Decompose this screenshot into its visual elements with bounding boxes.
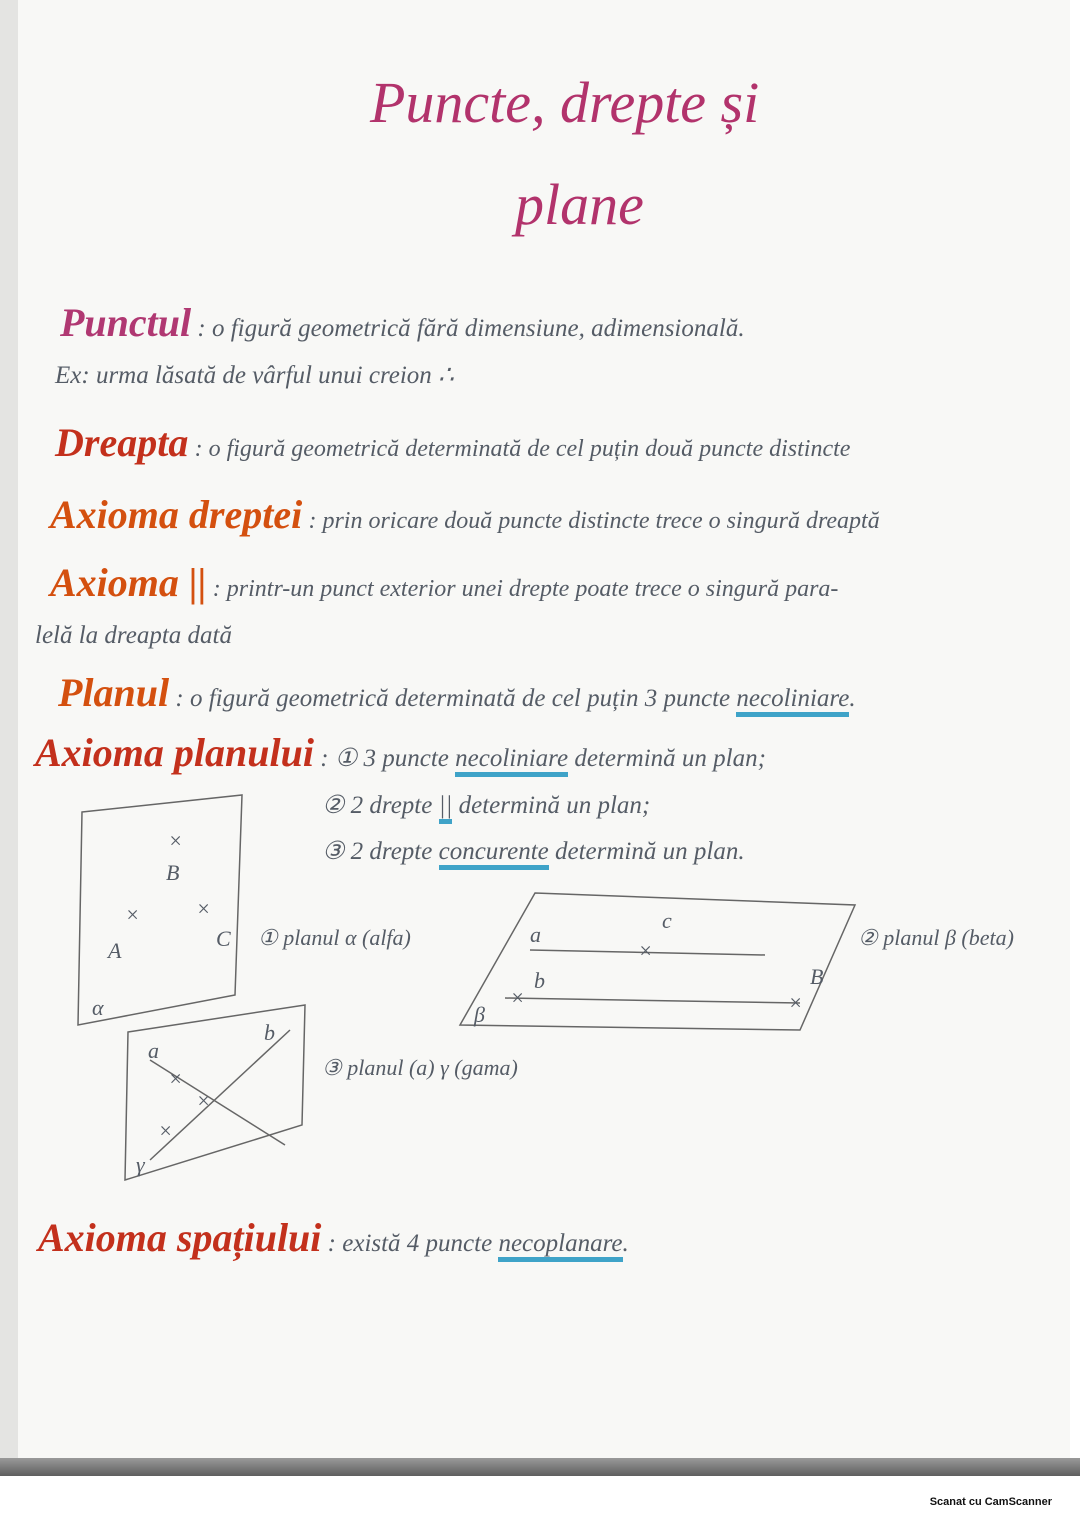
axioma-spatiului: [38, 1215, 629, 1261]
planul-end: .: [849, 685, 856, 712]
point-C-mark: ×: [196, 896, 211, 921]
title-line-2: plane: [515, 172, 644, 237]
beta-label: β: [474, 1002, 485, 1027]
plane-alpha-diagram: [78, 795, 242, 1025]
plane-beta-diagram: [460, 893, 855, 1030]
axioma-spatiului-term: Axioma spațiului: [38, 1215, 322, 1260]
caption-alpha: ① planul α (alfa): [258, 925, 411, 950]
item3-highlight: concurente: [439, 838, 549, 870]
punctul-def: : o figură geometrică fără dimensiune, adimensională.: [197, 315, 745, 342]
item3-post: determină un plan.: [555, 838, 745, 865]
line-b-label: b: [534, 968, 545, 993]
planul-highlight: necoliniare: [736, 685, 849, 717]
caption-gamma: ③ planul (a) γ (gama): [322, 1055, 518, 1080]
point-A-mark: ×: [125, 902, 140, 927]
point-C-label: C: [216, 926, 231, 951]
axioma-dreptei-def: : prin oricare două puncte distincte trece o singură dreaptă: [308, 508, 880, 534]
plane-gamma-diagram: [125, 1005, 305, 1180]
gamma-b-label: b: [264, 1020, 275, 1045]
axioma-spatiului-highlight: necoplanare: [498, 1230, 622, 1262]
axioma-dreptei-term: Axioma dreptei: [50, 492, 303, 537]
point-b-mark: ×: [510, 985, 525, 1010]
point-B2-mark: ×: [788, 990, 803, 1015]
point-B2-label: B: [810, 964, 824, 989]
planul-def: : o figură geometrică determinată de cel puțin 3 puncte: [175, 685, 731, 712]
gamma-label: γ: [136, 1152, 145, 1177]
item3-pre: ③ 2 drepte: [322, 838, 433, 865]
item2-pre: ② 2 drepte: [322, 792, 433, 819]
dreapta-def: : o figură geometrică determinată de cel puțin două puncte distincte: [194, 436, 851, 462]
point-B-label: B: [166, 860, 180, 885]
planul-term: Planul: [58, 670, 170, 715]
item2-highlight: ||: [439, 792, 453, 824]
line-b: [505, 998, 800, 1003]
point-c-mark: ×: [638, 938, 653, 963]
item1-pre: : ① 3 puncte: [320, 745, 449, 772]
item1-highlight: necoliniare: [455, 745, 568, 777]
axioma-paralelelor-def: : printr-un punct exterior unei drepte poate trece o singură para-: [212, 576, 839, 602]
axioma-paralelelor-term: Axioma ||: [50, 560, 207, 605]
title-line-1: Puncte, drepte și: [370, 70, 760, 135]
axioma-paralelelor-cont: lelă la dreapta dată: [35, 622, 232, 649]
camscanner-footer: Scanat cu CamScanner: [929, 1496, 1052, 1508]
line-a-label: a: [530, 922, 541, 947]
axioma-planului-term: Axioma planului: [35, 730, 314, 775]
item2-post: determină un plan;: [458, 792, 651, 819]
caption-beta: ② planul β (beta): [858, 925, 1014, 950]
point-mark: ×: [158, 1118, 173, 1143]
point-a-mark: ×: [168, 1066, 183, 1091]
dreapta-term: Dreapta: [55, 420, 189, 465]
axioma-spatiului-end: .: [622, 1230, 629, 1257]
point-c-label: c: [662, 908, 672, 933]
intersection-mark: ×: [196, 1088, 211, 1113]
alpha-label: α: [92, 995, 104, 1020]
gamma-a-label: a: [148, 1038, 159, 1063]
punctul-example: Ex: urma lăsată de vârful unui creion ∴: [55, 362, 454, 389]
item1-post: determină un plan;: [574, 745, 766, 772]
plane-gamma-shape: [125, 1005, 305, 1180]
plane-alpha-shape: [78, 795, 242, 1025]
point-B-mark: ×: [168, 828, 183, 853]
axioma-spatiului-def: : există 4 puncte: [327, 1230, 493, 1257]
punctul-term: Punctul: [60, 300, 192, 345]
point-A-label: A: [108, 938, 122, 963]
